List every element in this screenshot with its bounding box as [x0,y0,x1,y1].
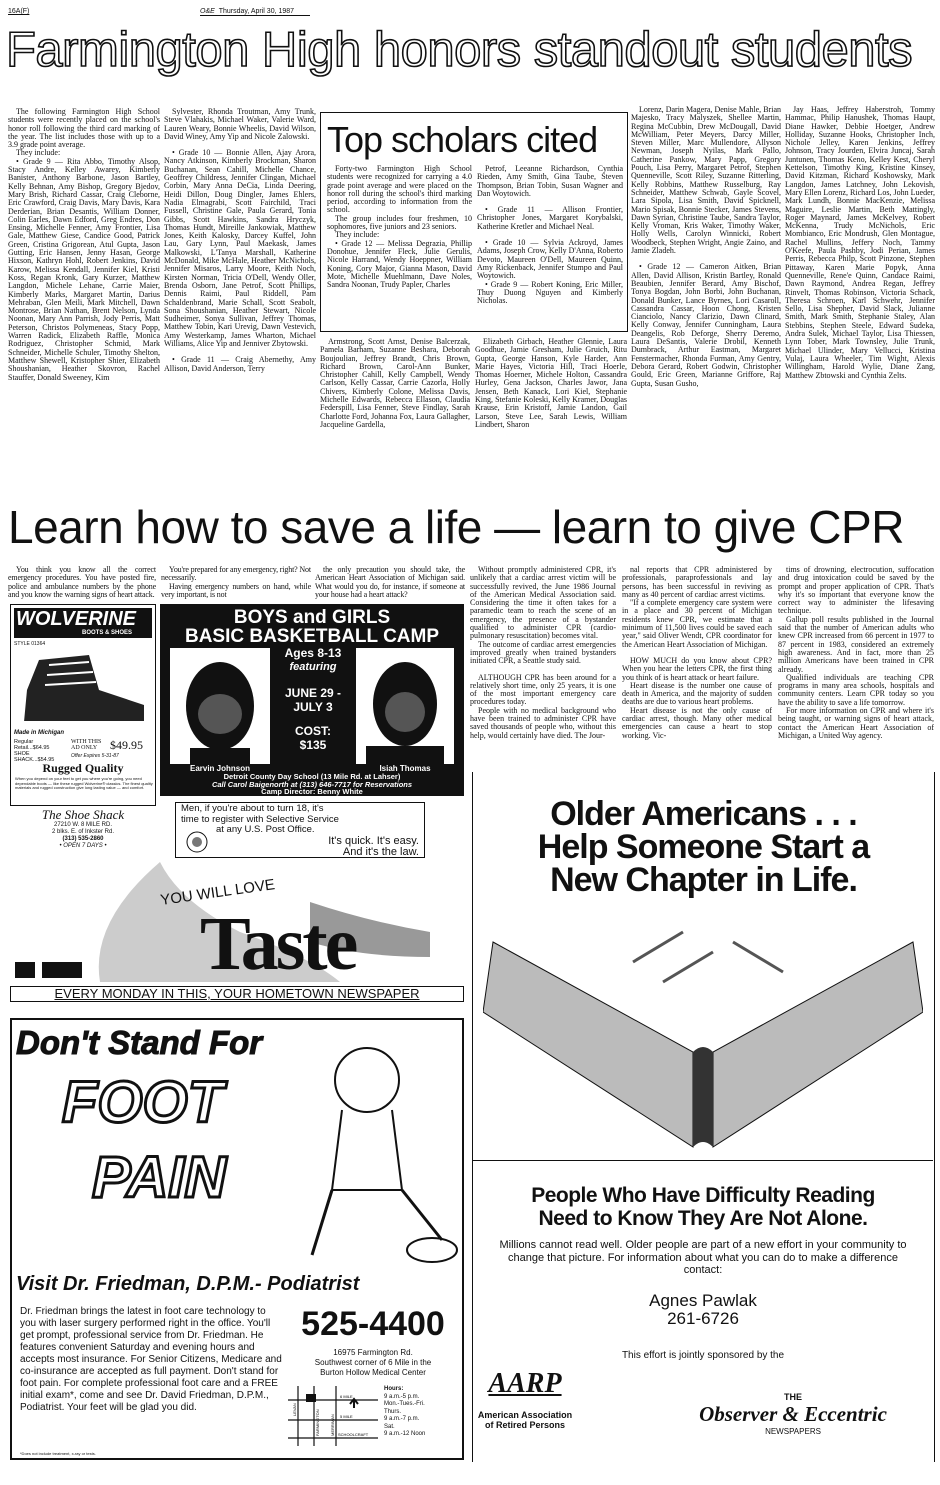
scholars-column-1: Forty-two Farmington High School students were recognized for carrying a 4.0 grade point average and were placed on the honor roll during the school's third marking period, according to information from the school. The group includes four freshmen, 10 sophomores, five juniors and 23 seniors. They include: • Grade 12 — Melissa Degrazia, Phillip Donohue, Jennifer Fleck, Julie Gerulis, Nicole Harrand, Wendy Hoeppner, William Koning, Cory Major, Gianna Mason, David Mote, Michelle Muehlmann, Dave Noles, Sandra Noonan, Trudy Papler, Charles [327,165,472,290]
camp-footer: Detroit County Day School (13 Mile Rd. at Lahser) Call Carol Baigenorth at (313) 646-7717 for Reservations Camp Director: Benny White [211,772,413,797]
footnote: *Does not include treatment, x-ray or tests. [20,1451,96,1456]
earvin-johnson-photo [170,648,270,764]
open-book-illustration [483,902,923,1152]
cpr-column-1: You think you know all the correct emergency procedures. You have posted fire, police and ambulance numbers by the phone and you know the warning signs of heart attack. [8,566,156,599]
dateline [200,8,310,16]
cpr-headline: Learn how to save a life — learn to give CPR [8,501,904,553]
svg-text:SCHOOLCRAFT: SCHOOLCRAFT [338,1432,369,1437]
pricing: Regular Retail...$64.95 SHOE SHACK...$54.95 [14,739,55,763]
top-scholars-box [320,112,628,332]
selective-service-notice: Men, if you're about to turn 18, it's time to register with Selective Service at any U.S. Post Office. It's quick. It's easy. And it's the law. [175,802,425,858]
honor-roll-headline: Farmington High honors standout students [6,23,913,77]
paper-name: O&E [200,8,215,15]
literacy-ad[interactable] [472,772,935,1462]
pain-text: PAIN [92,1145,227,1210]
shoe-shack-info: The Shoe Shack 27210 W. 8 MILE RD. 2 blks. E. of Inkster Rd. (313) 535-2860 • OPEN 7 DAYS • [41,807,125,849]
boot-illustration [19,650,149,728]
selective-service-seal-icon [186,831,208,853]
cpr-column-2: You're prepared for any emergency, right? Not necessarily. Having emergency numbers on hand, while very important, is not [161,566,311,599]
wolverine-logo: WOLVERINE BOOTS & SHOES [14,608,152,638]
svg-text:FARMINGTON: FARMINGTON [315,1409,320,1436]
svg-text:6 MILE: 6 MILE [340,1394,353,1399]
cpr-column-6: tims of drowning, electrocution, suffocation and drug intoxication could be saved by the prompt and proper application of CPR. That's why it's so important that everyone know the correct way to administer the lifesaving technique. Gallup poll results published in the Journal said that the number of American adults who knew CPR increased from 66 percent in 1977 to 87 percent in 1983, considered an extremely high awareness. And in fact, more than 25 million Americans have been trained in CPR already. Qualified individuals are teaching CPR programs in many area schools, hospitals and community centers. Learn CPR today so you have the ability to save a life tomorrow. For more information on CPR and where it's being taught, or warning signs of heart attack, contact the American Heart Association of Michigan, a United Way agency. [778,566,934,740]
basketball-camp-ad[interactable]: BOYS and GIRLS BASIC BASKETBALL CAMP Ages 8-13 featuring JUNE 29 - JULY 3 COST: $135 Earvin Johnson Isiah Thomas Detroit County Day School (13 Mile Rd. at Lahser) Call Carol Baigenorth at (313) 646-7717 for Reservations Camp Director: Benny White [160,604,464,796]
honor-column-5: Lorenz, Darin Magera, Denise Mahle, Brian Majesko, Tracy Malyszek, Shellee Martin, Regina McCubbin, Drew McDougall, David McWilliam, Peter Meyers, Darcy Miller, Steven Miller, Marc Mullendore, Allyson Newman, Joseph Nyilas, Mark Pallo, Catherine Pankow, Mary Papp, Gregory Pouch, Lisa Perry, Margaret Petrof, Stephen Quenneville, Scott Riley, Suzanne Ritterling, Kelly Robbins, Matthew Russelburg, Ray Schneider, Matthew Schwab, Gayle Scovel, Lara Sipola, Lisa Smith, David Spicknell, Mario Spisak, Bonnie Stecker, James Stevens, Dawn Syrian, Christine Taube, Sandra Taylor, Kelly Vroman, Kris Waker, Timothy Waker, Holly Wells, Carolyn Winnicki, Robert Woodbeck, Stephen Wright, Angie Zaino, and Jamie Zladeh. • Grade 12 — Cameron Aitken, Brian Allen, David Allison, Kristin Bartley, Ronald Beaubien, Jennifer Berard, Amy Bischof, Tonya Bogdan, John Borbi, John Buchanan, Donald Bunker, Lance Byrnes, Lori Casaroll, Cassandra Cassar, Hoon Chong, Kristen Cianciolo, Nancy Clarizio, Dawn Clinard, Kelly Conway, Jennifer Cunningham, Laura Deangelis, Rob Deforge, Sherry Deremo, Laura DeSantis, Valerie Drobil, Kenneth Dumbrack, Arthur Eastman, Margaret Fenstermacher, Rhonda Furman, Amy Gentry, Debora Gerard, Robert Godwin, Christopher Gould, Eric Green, Marianne Griffore, Raj Gupta, Susan Gusho, [631,106,781,388]
phone-number[interactable]: 525-4400 [301,1305,445,1343]
podiatrist-ad[interactable] [10,1018,464,1460]
honor-column-3: Armstrong, Scott Arnst, Denise Balcerzak, Pamela Barham, Suzanne Beshara, Deborah Boujoulian, Jeffrey Brandt, Chris Brown, Richard Brown, Carol-Ann Bunker, Christopher Cahill, Kelly Campbell, Wendy Carlson, Kelly Cassar, Carrie Cazorla, Holly Chivers, Kimberly Colone, Melissa Davis, Michelle Edwards, Rebecca Ellason, Claudia Federspill, Lisa Fenner, Steve Findlay, Sarah Charlotte Ford, Johanna Fox, Laura Gallagher, Jacqueline Gardella, [320,338,470,429]
contact: Agnes Pawlak 261-6726 [649,1291,757,1328]
taste-ad[interactable] [10,862,464,1010]
style-number: STYLE 01364 [14,641,46,647]
cpr-column-5: nal reports that CPR administered by professionals, paraprofessionals and lay persons, has been successful in reviving as many as 40 percent of cardiac arrest victims. "If a complete emergency care system were in a place and 30 percent of Michigan residents knew CPR, we estimate that a minimum of 11,500 lives could be saved each year," said Oliver Wendt, CPR coordinator for the American Heart Association of Michigan. HOW MUCH do you know about CPR? When you hear the letters CPR, the first thing you think of is heart attack or heart failure. Heart disease is the number one cause of death in America, and the majority of sudden deaths are due to various heart problems. Heart disease is not the only cause of cardiac arrest, though. Many other medical emergencies can cause a heart to stop working. Vic- [622,566,772,740]
sale-price: $49.95 [110,738,143,752]
offer-expires: Offer Expires 5-31-87 [71,753,119,759]
taste-banner: EVERY MONDAY IN THIS, YOUR HOMETOWN NEWSPAPER [10,986,464,1002]
top-scholars-title: Top scholars cited [327,119,598,160]
page-number: 16A(F) [8,8,30,15]
honor-column-2: Sylvester, Rhonda Troutman, Amy Trunk, Steve Vlahakis, Michael Waker, Valerie Ward, Lauren Weary, Bonnie Wheelis, David Wilson, David Winey, Amy Yip and Nicole Zalowski. • Grade 10 — Bonnie Allen, Ajay Arora, Nancy Atkinson, Kimberly Brockman, Sharon Buchanan, Sean Cahill, Michelle Chance, Geoffrey Childress, Jennifer Clingan, Michael Corbin, Mary Anna DeCia, Linda Deering, Heidi Dillon, Doug Dingler, James Ehlers, Nadia Elmagrabi, Scott Fairchild, Traci Fussell, Christine Gale, Paula Gerard, Tonia Gibbs, Scott Hawkins, Sandra Hryczyk, Thomas Hundt, Mireille Jankowiak, Matthew Jones, Keith Kalosky, Darcey Kuffel, John Lau, Gary Lynn, Paul Maekask, James Malkowski, L'Tanya Marshall, Katherine McDonald, Mike McHale, Heather McNichols, Jennifer Misaros, Larry Moore, Keith Noch, Kirsten Norman, Tricia O'Dell, Wendy Oller, Brenda Osborn, Jane Petrof, Scott Phillips, Dennis Raimi, Paul Riddell, Pam Schaldenbrand, Marie Schall, Scott Seabolt, Sona Shoushanian, Heather Stewart, Nicole Sudheimer, Sonya Sullivan, Jeffrey Thomas, Matthew Tobin, Kari Urevig, Dawn Vestevich, Amy Westerkamp, James Wharton, Michael Williams, Alice Yip and Jenniver Zbytowski. • Grade 11 — Craig Abernethy, Amy Allison, David Anderson, Terry [164,108,316,373]
cpr-column-4: Without promptly administered CPR, it's unlikely that a cardiac arrest victim will be successfully revived, the June 1986 Journal of the American Medical Association said. Considering the time it often takes for a paramedic team to reach the scene of an emergency, the presence of a bystander qualified to administer CPR (cardio-pulmonary resuscitation) becomes vital. The outcome of cardiac arrest emergencies improved greatly when trained bystanders initiated CPR, a Seattle study said. ALTHOUGH CPR has been around for a relatively short time, only 25 years, it is one of the most important emergency care procedures today. People with no medical background who have been trained to administer CPR have saved thousands of people who, without this help, would certainly have died. The Jour- [470,566,616,740]
address: 16975 Farmington Rd. Southwest corner of 6 Mile in the Burton Hollow Medical Center [314,1348,432,1377]
isiah-thomas-photo [356,648,454,764]
honor-column-6: Jay Haas, Jeffrey Haberstroh, Tommy Hammac, Philip Hanushek, Thomas Haupt, Diane Hawker, Debbie Hoetger, Andrew Holliday, Suzanne Hooks, Christopher Inch, Nichole Jelley, Karen Jenkins, Jeffrey Johnson, Tracy Jourden, Elvira Juncaj, Sarah Juntunen, Thomas Keno, Kelley Kest, Cheryl Kettelson, Timothy King, Kristine Kinsey, David Kitzman, Richard Koshowsky, Mark Langdon, James Latchney, John Lekovish, Mary Ellen Lorenz, Richard Los, John Lueder, Mark Lundh, Bonnie MacKenzie, Melissa Maguire, Leslie Martin, Beth Mattingly, Roger Maynard, James McKelvey, Robert McKenna, Trudy McNichols, Eric Mombianco, Eric Mondrush, Glen Montague, Rachel Mullins, Jeffery Noch, Tammy O'Keefe, Paula Pashby, Jodi Perian, James Perris, Rebecca Philp, Scott Pinzone, Stephen Pittaway, Karen Marie Popyk, Anna Quenneville, Rene'e Quinn, Candace Raimi, Dawn Raymond, Andrea Regan, Jeffrey Rinvelt, Thomas Robinson, Victoria Schack, Theresa Schroen, Karl Schwehr, Jennifer Sello, Lisa Shepher, David Slack, Julianne Smith, Mark Smith, Stephanie Staley, Alan Stebbins, Stephen Steele, Edward Sudeka, Andra Sulek, Michael Taylor, Lisa Thiessen, Lynn Tober, Mark Townsley, Julie Trunk, Michael Ulinder, Mary Vellucci, Kristina Vulaj, Laura Wheeler, Tim Wight, Alexis Willingham, Harold Wylie, Diane Zang, Matthew Zbtowski and Cynthia Zelts. [785,106,935,380]
literacy-body: Millions cannot read well. Older people are part of a new effort in your community to change that picture. For information about what you can do to make a difference contact: [499,1239,907,1276]
difficulty-reading-headline: People Who Have Difficulty Reading Need to Know They Are Not Alone. [531,1184,875,1230]
rugged-quality: Rugged Quality [42,761,124,775]
made-in-michigan: Made in Michigan [14,730,65,736]
camp-details: Ages 8-13 featuring JUNE 29 - JULY 3 COST: $135 [284,646,342,752]
foot-text: FOOT [62,1070,224,1135]
location-map [288,1386,378,1446]
ad-headline: Don't Stand For [16,1024,263,1061]
podiatrist-body: Dr. Friedman brings the latest in foot care technology to you with laser surgery performed right in the office. You'll get prompt, professional service from Dr. Friedman. He features convenient Saturday and evening hours and accepts most insurance. For Senior Citizens, Medicare and co-insurance are accepted as full payment. Don't stand for foot pain. For complete professional foot care and a FREE initial exam*, come and see Dr. David Friedman, D.P.M., Podiatrist. Your feet will be glad you did. [20,1306,282,1413]
svg-text:MERRIMAN: MERRIMAN [330,1414,335,1436]
observer-eccentric-logo: THE Observer & Eccentric NEWSPAPERS [699,1392,887,1436]
svg-text:5 MILE: 5 MILE [340,1414,353,1419]
svg-text:LEVAN: LEVAN [292,1403,297,1416]
issue-date: Thursday, April 30, 1987 [218,8,295,15]
honor-column-1: The following Farmington High School students were recently placed on the school's honor roll following the third card marking of the year. The list includes those with up to a 3.9 grade point average. They include: • Grade 9 — Rita Abbo, Timothy Alsop, Stacy Andre, Kelley Awarey, Kimberly Banister, Anthony Barbone, Jason Bartley, Kelly Behnan, Amy Bishop, Gregory Bjedov, Mary Brish, Richard Cassar, Craig Cleborne, Eric Crawford, Craig Davis, Mary Davis, Kara Derderian, Brian Desantis, William Donner, Colin Earles, Dawn Edford, Greg Endres, Don Ensing, Michelle Fenner, Amy Frontier, Lisa Gale, Matthew Giese, Candice Good, Patrick Green, Cristina Grigorean, Atul Gupta, Jason Gutting, Eric Hansen, Jenny Hasan, George Hixson, Kathryn Hohl, Robert Jenkins, David Karow, Melissa Kendall, Jennifer Kiel, Kristi Koss, Regan Kronk, Gary Kurzer, Matthew Langdon, Michele Lehane, Carrie Maier, Kimberly Marks, Margaret Martin, Darius Mehraban, Glen Meili, Mark Mitchell, Dawn Montrose, Brian Nathan, Brent Nelson, Lynda Noonan, Mary Ann Parrish, Jody Perris, Matt Peterson, Christos Polymeneas, Stacy Popp, Warren Radick, Elizabeth Raffle, Monica Rodriguez, Christopher Schmid, Mark Schneider, Michelle Schuler, Timothy Shelton, Matthew Shewell, Kristopher Shier, Elizabeth Shoushanian, Heather Skovron, Rachel Stauffer, Donald Sweeney, Kim [8,108,160,382]
taste-logo: Taste [200,902,356,986]
office-hours: Hours: 9 a.m.-5 p.m. Mon.-Tues.-Fri. Thurs. 9 a.m.-7 p.m. Sat. 9 a.m.-12 Noon [384,1386,426,1437]
with-ad: WITH THIS AD ONLY [71,739,102,751]
taste-tagline: YOU WILL LOVE [159,876,276,909]
foot-pain-cartoon [272,1030,462,1266]
honor-column-4: Elizabeth Girbach, Heather Glennie, Laura Goodhue, Jamie Gresham, Julie Gruich, Ritu Gupta, George Hanson, Kyle Harder, Ann Marie Hayes, Victoria Hill, Traci Hoerle, Thomas Hoerner, Michele Holton, Cassandra Hurley, Gena Jackson, Charles Jawor, Jana Jensen, Beth Kanack, Lori Kiel, Stephanie King, Stefanie Koleski, Kelly Kramer, Douglas Krause, Erin Kristoff, Jamie Landon, Gail Larson, Steve Lee, Sarah Lewis, William Lindbert, Sharon [475,338,627,429]
sponsor-line: This effort is jointly sponsored by the [621,1350,785,1361]
visit-headline: Visit Dr. Friedman, D.P.M.- Podiatrist [16,1273,360,1295]
wolverine-ad[interactable] [10,604,156,806]
older-americans-headline: Older Americans . . . Help Someone Start a New Chapter in Life. [537,795,870,899]
player-name: Isiah Thomas [379,764,431,773]
player-name: Earvin Johnson [189,764,250,773]
scholars-column-2: Petrof, Leeanne Richardson, Cynthia Rieden, Amy Smith, Gina Taube, Steven Thompson, Brian Tobin, Susan Wagner and Dan Woytowich. • Grade 11 — Allison Frontier, Christopher Jones, Margaret Korybalski, Katherine Kretler and Michael Neal. • Grade 10 — Sylvia Ackroyd, James Adams, Joseph Crow, Kelly D'Anna, Roberto Devoto, Maureen O'Dell, Maureen Quinn, Amy Rickenback, Jennifer Stumpo and Paul Woytowich. • Grade 9 — Robert Koning, Eric Miller, Thuy Duong Nguyen and Kimberly Nicholas. [477,165,623,306]
aarp-logo: AARP American Association of Retired Persons [477,1368,573,1430]
cpr-column-3: the only precaution you should take, the American Heart Association of Michigan said. What would you do, for instance, if someone at your house had a heart attack? [315,566,465,599]
wolverine-blurb: When you depend on your feet to get you where you're going, you need dependable boots — like these rugged Wolverine® classics. The finest quality materials and rugged construction give long lasting value — and comfort. [15,776,153,790]
